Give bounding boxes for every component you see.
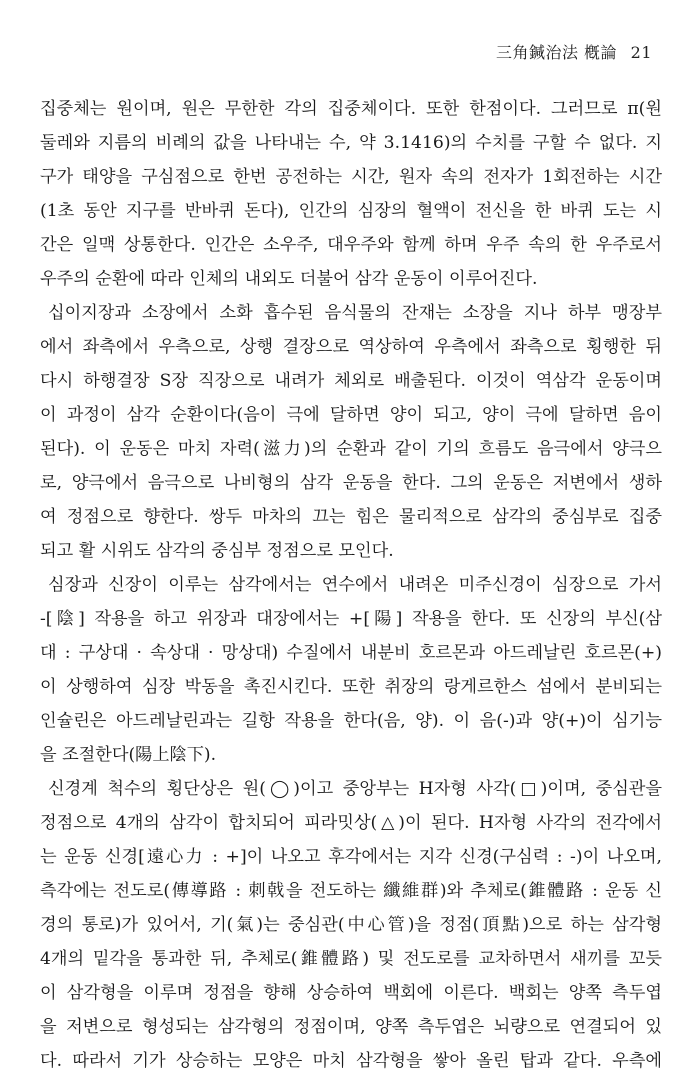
text-line: -[陰] 작용을 하고 위장과 대장에서는 +[陽] 작용을 한다. 또 신장의 부신(삼 xyxy=(40,609,662,629)
text-line: 신경계 척수의 횡단상은 원(◯)이고 중앙부는 H자형 사각(□)이며, 중심관을 xyxy=(48,779,662,799)
page-number: 21 xyxy=(630,43,652,62)
body-text xyxy=(40,92,662,1078)
text-line: 에서 좌측에서 우측으로, 상행 결장으로 역상하여 우측에서 좌측으로 횡행한 뒤 xyxy=(40,337,662,357)
text-line: 로, 양극에서 음극으로 나비형의 삼각 운동을 한다. 그의 운동은 저변에서 생하 xyxy=(40,473,662,493)
text-line: 되고 활 시위도 삼각의 중심부 정점으로 모인다. xyxy=(40,541,394,561)
text-line: 4개의 밑각을 통과한 뒤, 추체로(錐體路) 및 전도로를 교차하면서 새끼를 꼬듯 xyxy=(40,949,662,969)
text-line: 는 운동 신경[遠心力 : +]이 나오고 후각에서는 지각 신경(구심력 : -)이 나오며, xyxy=(40,847,662,867)
text-line: 경의 통로)가 있어서, 기(氣)는 중심관(中心管)을 정점(頂點)으로 하는 삼각형 xyxy=(40,915,662,935)
text-line: 이 삼각형을 이루며 정점을 향해 상승하여 백회에 이른다. 백회는 양쪽 측두엽 xyxy=(40,983,662,1003)
text-line: 이 과정이 삼각 순환이다(음이 극에 달하면 양이 되고, 양이 극에 달하면 음이 xyxy=(40,405,662,425)
text-line: 우주의 순환에 따라 인체의 내외도 더불어 삼각 운동이 이루어진다. xyxy=(40,269,538,289)
text-line: 정점으로 4개의 삼각이 합치되어 피라밋상(△)이 된다. H자형 사각의 전각에서 xyxy=(40,813,662,833)
text-line: 대 : 구상대 · 속상대 · 망상대) 수질에서 내분비 호르몬과 아드레날린 호르몬(+) xyxy=(40,643,662,663)
text-line: 구가 태양을 구심점으로 한번 공전하는 시간, 원자 속의 전자가 1회전하는 시간 xyxy=(40,167,662,187)
text-line: 측각에는 전도로(傳導路 : 刺戟을 전도하는 纖維群)와 추체로(錐體路 : 운동 신 xyxy=(40,881,662,901)
text-line: 둘레와 지름의 비례의 값을 나타내는 수, 약 3.1416)의 수치를 구할 수 없다. 지 xyxy=(40,133,662,153)
text-line: 간은 일맥 상통한다. 인간은 소우주, 대우주와 함께 하며 우주 속의 한 우주로서 xyxy=(40,235,662,255)
running-header xyxy=(496,40,652,63)
chapter-title: 三角鍼治法 槪論 xyxy=(495,43,618,62)
text-line: 심장과 신장이 이루는 삼각에서는 연수에서 내려온 미주신경이 심장으로 가서 xyxy=(48,575,662,595)
text-line: 을 저변으로 형성되는 삼각형의 정점이며, 양쪽 측두엽은 뇌량으로 연결되어 있 xyxy=(40,1017,662,1037)
text-line: 여 정점으로 향한다. 쌍두 마차의 끄는 힘은 물리적으로 삼각의 중심부로 집중 xyxy=(40,507,662,527)
text-line: 된다). 이 운동은 마치 자력(滋力)의 순환과 같이 기의 흐름도 음극에서 양극으 xyxy=(40,439,662,459)
text-line: 을 조절한다(陽上陰下). xyxy=(40,745,217,765)
text-line: 다시 하행결장 S장 직장으로 내려가 체외로 배출된다. 이것이 역삼각 운동이며 xyxy=(40,371,662,391)
text-line: 다. 따라서 기가 상승하는 모양은 마치 삼각형을 쌓아 올린 탑과 같다. 우측에 xyxy=(40,1051,662,1071)
text-line: 인슐린은 아드레날린과는 길항 작용을 한다(음, 양). 이 음(-)과 양(+)이 심기능 xyxy=(40,711,662,731)
text-line: 십이지장과 소장에서 소화 흡수된 음식물의 잔재는 소장을 지나 하부 맹장부 xyxy=(48,303,662,323)
text-line: (1초 동안 지구를 반바퀴 돈다), 인간의 심장의 혈액이 전신을 한 바퀴 도는 시 xyxy=(40,201,662,221)
text-line: 집중체는 원이며, 원은 무한한 각의 집중체이다. 또한 한점이다. 그러므로 π(원 xyxy=(40,99,662,119)
text-line: 이 상행하여 심장 박동을 촉진시킨다. 또한 취장의 랑게르한스 섬에서 분비되는 xyxy=(40,677,662,697)
